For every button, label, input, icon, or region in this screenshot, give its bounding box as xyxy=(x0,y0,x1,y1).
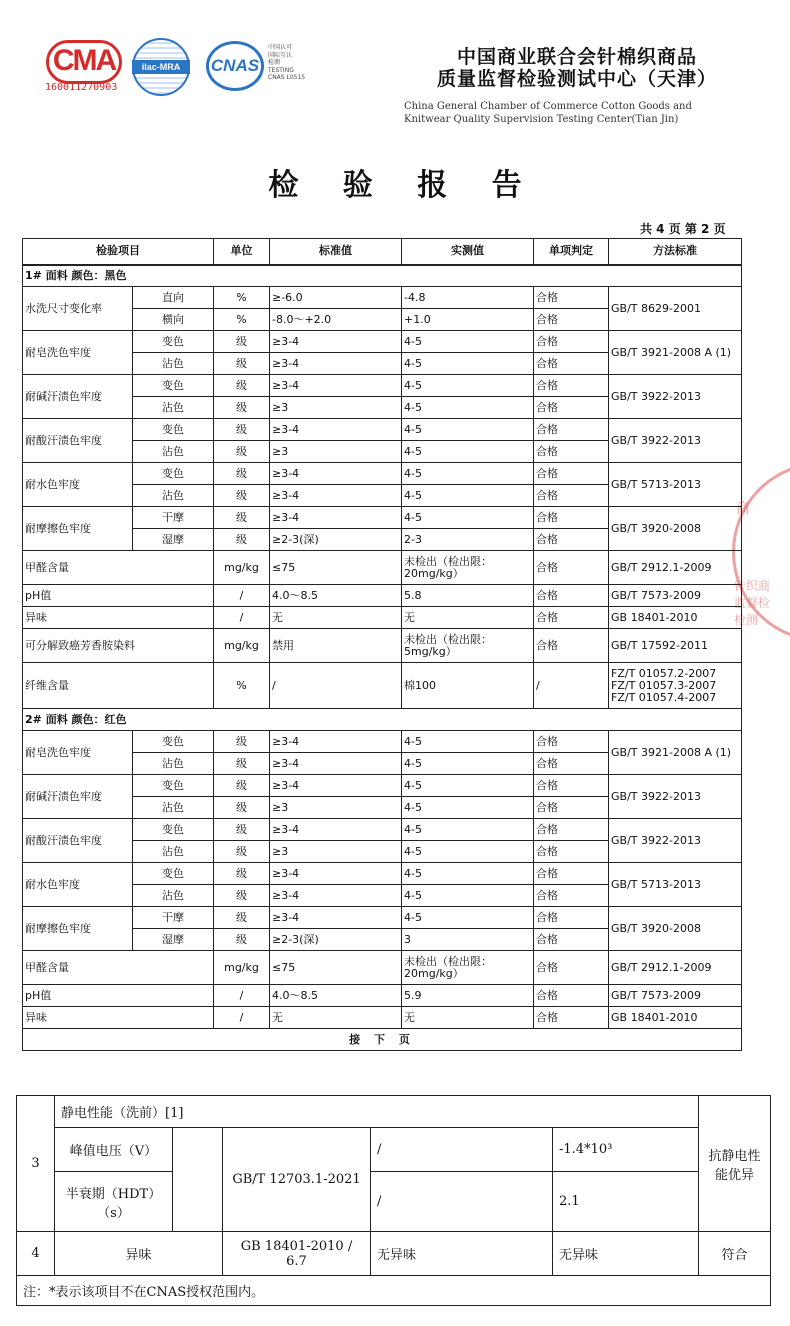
row3-blank xyxy=(173,1128,223,1232)
organization-name-cn xyxy=(424,46,730,90)
unit: 级 xyxy=(214,353,270,375)
standard-value: / xyxy=(270,663,402,709)
stamp-text-2: 针织商 监督检 检测 xyxy=(734,579,771,627)
measured-value: 4-5 xyxy=(402,885,534,907)
footnote: 注：*表示该项目不在CNAS授权范围内。 xyxy=(17,1276,771,1306)
test-item: 可分解致癌芳香胺染料 xyxy=(23,629,214,663)
standard-value: ≥3-4 xyxy=(270,731,402,753)
judgement: 合格 xyxy=(534,607,609,629)
test-item: 耐碱汗渍色牢度 xyxy=(23,775,133,819)
sub-item: 变色 xyxy=(133,819,214,841)
measured-value: -4.8 xyxy=(402,287,534,309)
ilac-mra-logo xyxy=(132,38,190,96)
judgement: 合格 xyxy=(534,819,609,841)
unit: 级 xyxy=(214,463,270,485)
sub-item: 湿摩 xyxy=(133,529,214,551)
judgement: 合格 xyxy=(534,985,609,1007)
measured-value: 4-5 xyxy=(402,507,534,529)
org-cn-line2: 质量监督检验测试中心（天津） xyxy=(436,68,717,90)
table-row xyxy=(23,607,742,629)
standard-value: ≥3 xyxy=(270,397,402,419)
standard-value: ≥3-4 xyxy=(270,885,402,907)
unit: 级 xyxy=(214,507,270,529)
table-row xyxy=(23,629,742,663)
standard-value: 禁用 xyxy=(270,629,402,663)
sub-item: 沾色 xyxy=(133,797,214,819)
standard-value: ≥3-4 xyxy=(270,753,402,775)
standard-value: 无 xyxy=(270,1007,402,1029)
row4-judge: 符合 xyxy=(699,1232,771,1276)
unit: 级 xyxy=(214,753,270,775)
measured-value: 2-3 xyxy=(402,529,534,551)
unit: mg/kg xyxy=(214,951,270,985)
standard-value: ≥3-4 xyxy=(270,463,402,485)
measured-value: 未检出（检出限：20mg/kg） xyxy=(402,951,534,985)
method-standard: GB/T 3920-2008 xyxy=(609,507,742,551)
standard-value: ≥2-3(深) xyxy=(270,529,402,551)
standard-value: ≥3 xyxy=(270,797,402,819)
unit: 级 xyxy=(214,331,270,353)
sub-item: 变色 xyxy=(133,331,214,353)
judgement: 合格 xyxy=(534,1007,609,1029)
table-row xyxy=(23,331,742,353)
test-item: 耐水色牢度 xyxy=(23,463,133,507)
measured-value: 4-5 xyxy=(402,331,534,353)
unit: / xyxy=(214,1007,270,1029)
sub-item: 沾色 xyxy=(133,753,214,775)
test-item: 纤维含量 xyxy=(23,663,214,709)
measured-value: 4-5 xyxy=(402,375,534,397)
judgement: 合格 xyxy=(534,885,609,907)
standard-value: ≥3-4 xyxy=(270,419,402,441)
judgement: 合格 xyxy=(534,775,609,797)
test-item: 耐皂洗色牢度 xyxy=(23,331,133,375)
judgement: 合格 xyxy=(534,951,609,985)
method-standard: GB/T 3920-2008 xyxy=(609,907,742,951)
sub-item: 变色 xyxy=(133,375,214,397)
judgement: 合格 xyxy=(534,585,609,607)
judgement: 合格 xyxy=(534,797,609,819)
unit: 级 xyxy=(214,441,270,463)
standard-value: ≥3-4 xyxy=(270,819,402,841)
table-row xyxy=(23,863,742,885)
row4-method: GB 18401-2010 / 6.7 xyxy=(223,1232,371,1276)
row4-number: 4 xyxy=(17,1232,55,1276)
measured-value: 棉100 xyxy=(402,663,534,709)
table-row xyxy=(23,731,742,753)
test-item: 耐水色牢度 xyxy=(23,863,133,907)
row4-std: 无异味 xyxy=(371,1232,553,1276)
unit: 级 xyxy=(214,841,270,863)
judgement: 合格 xyxy=(534,419,609,441)
cma-code: 160011270903 xyxy=(45,82,118,93)
measured-value: 4-5 xyxy=(402,731,534,753)
table-row xyxy=(23,419,742,441)
measured-value: 4-5 xyxy=(402,463,534,485)
row3-method: GB/T 12703.1-2021 xyxy=(223,1128,371,1232)
test-item: 异味 xyxy=(23,607,214,629)
unit: 级 xyxy=(214,397,270,419)
test-item: 甲醛含量 xyxy=(23,951,214,985)
sub-item: 变色 xyxy=(133,775,214,797)
cnas-text: 中国认可 国际互认 检测 TESTING CNAS L0515 xyxy=(268,44,306,81)
method-standard: FZ/T 01057.2-2007 FZ/T 01057.3-2007 FZ/T 01057.4-2007 xyxy=(609,663,742,709)
table-row xyxy=(23,375,742,397)
row3-peak-meas: -1.4*10³ xyxy=(553,1128,699,1172)
judgement: 合格 xyxy=(534,907,609,929)
measured-value: +1.0 xyxy=(402,309,534,331)
sub-item: 沾色 xyxy=(133,485,214,507)
standard-value: ≥2-3(深) xyxy=(270,929,402,951)
standard-value: 无 xyxy=(270,607,402,629)
method-standard: GB/T 3921-2008 A (1) xyxy=(609,331,742,375)
measured-value: 5.9 xyxy=(402,985,534,1007)
sub-item: 直向 xyxy=(133,287,214,309)
judgement: 合格 xyxy=(534,629,609,663)
unit: mg/kg xyxy=(214,551,270,585)
standard-value: ≥3-4 xyxy=(270,507,402,529)
table-row xyxy=(23,775,742,797)
cma-logo: CMA xyxy=(46,40,122,84)
row3-judge: 抗静电性能优异 xyxy=(699,1096,771,1232)
measured-value: 4-5 xyxy=(402,797,534,819)
continued-row xyxy=(23,1029,742,1051)
sub-item: 横向 xyxy=(133,309,214,331)
standard-value: ≥3-4 xyxy=(270,331,402,353)
measured-value: 未检出（检出限：20mg/kg） xyxy=(402,551,534,585)
judgement: 合格 xyxy=(534,353,609,375)
judgement: 合格 xyxy=(534,929,609,951)
cnas-logo: CNAS xyxy=(206,41,264,91)
judgement: 合格 xyxy=(534,551,609,585)
continued-next-page: 接 下 页 xyxy=(23,1029,742,1051)
method-standard: GB 18401-2010 xyxy=(609,607,742,629)
report-header xyxy=(0,0,790,215)
table-row xyxy=(23,663,742,709)
sub-item: 变色 xyxy=(133,419,214,441)
measured-value: 4-5 xyxy=(402,907,534,929)
method-standard: GB/T 3922-2013 xyxy=(609,375,742,419)
sub-item: 变色 xyxy=(133,463,214,485)
judgement: 合格 xyxy=(534,507,609,529)
table-row xyxy=(23,819,742,841)
judgement: 合格 xyxy=(534,287,609,309)
stamp-text-1: 商 xyxy=(736,501,750,517)
row3-half-label: 半衰期（HDT） （s） xyxy=(55,1172,173,1232)
org-en-line1: China General Chamber of Commerce Cotton Goods and xyxy=(404,101,692,112)
method-standard: GB/T 5713-2013 xyxy=(609,863,742,907)
supplementary-table xyxy=(16,1095,771,1306)
measured-value: 未检出（检出限：5mg/kg） xyxy=(402,629,534,663)
table-row xyxy=(23,287,742,309)
judgement: 合格 xyxy=(534,529,609,551)
measured-value: 5.8 xyxy=(402,585,534,607)
unit: 级 xyxy=(214,885,270,907)
test-item: pH值 xyxy=(23,985,214,1007)
row3-title: 静电性能（洗前）[1] xyxy=(55,1096,699,1128)
row3-number: 3 xyxy=(17,1096,55,1232)
table-row xyxy=(23,585,742,607)
measured-value: 4-5 xyxy=(402,353,534,375)
org-en-line2: Knitwear Quality Supervision Testing Center(Tian Jin) xyxy=(404,114,679,125)
unit: 级 xyxy=(214,375,270,397)
row3-peak-label: 峰值电压（V） xyxy=(55,1128,173,1172)
report-title: 检 验 报 告 xyxy=(268,168,522,203)
sub-item: 沾色 xyxy=(133,885,214,907)
unit: 级 xyxy=(214,775,270,797)
standard-value: ≥-6.0 xyxy=(270,287,402,309)
method-standard: GB/T 3922-2013 xyxy=(609,819,742,863)
measured-value: 4-5 xyxy=(402,863,534,885)
page-info: 共 4 页 第 2 页 xyxy=(640,222,726,236)
judgement: 合格 xyxy=(534,863,609,885)
standard-value: ≥3 xyxy=(270,441,402,463)
unit: 级 xyxy=(214,485,270,507)
standard-value: -8.0～+2.0 xyxy=(270,309,402,331)
method-standard: GB/T 3922-2013 xyxy=(609,419,742,463)
row4-item: 异味 xyxy=(55,1232,223,1276)
unit: 级 xyxy=(214,819,270,841)
standard-value: ≥3-4 xyxy=(270,353,402,375)
sub-item: 变色 xyxy=(133,863,214,885)
unit: % xyxy=(214,663,270,709)
test-item: 耐酸汗渍色牢度 xyxy=(23,819,133,863)
measured-value: 4-5 xyxy=(402,841,534,863)
table-row xyxy=(23,985,742,1007)
sub-item: 沾色 xyxy=(133,397,214,419)
unit: 级 xyxy=(214,929,270,951)
test-item: pH值 xyxy=(23,585,214,607)
method-standard: GB 18401-2010 xyxy=(609,1007,742,1029)
test-item: 耐摩擦色牢度 xyxy=(23,507,133,551)
header-measured: 实测值 xyxy=(402,239,534,265)
judgement: 合格 xyxy=(534,463,609,485)
unit: % xyxy=(214,309,270,331)
method-standard: GB/T 3922-2013 xyxy=(609,775,742,819)
method-standard: GB/T 2912.1-2009 xyxy=(609,551,742,585)
row3-half-std: / xyxy=(371,1172,553,1232)
header-method: 方法标准 xyxy=(609,239,742,265)
row3-peak-std: / xyxy=(371,1128,553,1172)
judgement: 合格 xyxy=(534,485,609,507)
sub-item: 沾色 xyxy=(133,353,214,375)
measured-value: 无 xyxy=(402,1007,534,1029)
unit: 级 xyxy=(214,731,270,753)
test-item: 异味 xyxy=(23,1007,214,1029)
header-judgement: 单项判定 xyxy=(534,239,609,265)
table-row xyxy=(23,507,742,529)
judgement: 合格 xyxy=(534,309,609,331)
header-unit: 单位 xyxy=(214,239,270,265)
standard-value: 4.0～8.5 xyxy=(270,985,402,1007)
judgement: 合格 xyxy=(534,731,609,753)
sub-item: 沾色 xyxy=(133,441,214,463)
table-row xyxy=(23,907,742,929)
test-item: 水洗尺寸变化率 xyxy=(23,287,133,331)
standard-value: ≥3-4 xyxy=(270,907,402,929)
row3-half-meas: 2.1 xyxy=(553,1172,699,1232)
measured-value: 4-5 xyxy=(402,775,534,797)
judgement: 合格 xyxy=(534,841,609,863)
sub-item: 沾色 xyxy=(133,841,214,863)
sub-item: 干摩 xyxy=(133,907,214,929)
sub-item: 干摩 xyxy=(133,507,214,529)
unit: / xyxy=(214,585,270,607)
judgement: 合格 xyxy=(534,397,609,419)
unit: / xyxy=(214,985,270,1007)
measured-value: 4-5 xyxy=(402,397,534,419)
ilac-mra-label: ilac-MRA xyxy=(132,60,190,74)
unit: 级 xyxy=(214,529,270,551)
standard-value: ≥3 xyxy=(270,841,402,863)
unit: mg/kg xyxy=(214,629,270,663)
standard-value: ≥3-4 xyxy=(270,375,402,397)
method-standard: GB/T 7573-2009 xyxy=(609,585,742,607)
method-standard: GB/T 17592-2011 xyxy=(609,629,742,663)
method-standard: GB/T 7573-2009 xyxy=(609,985,742,1007)
table-row xyxy=(23,551,742,585)
judgement: 合格 xyxy=(534,753,609,775)
standard-value: ≥3-4 xyxy=(270,775,402,797)
measured-value: 4-5 xyxy=(402,819,534,841)
test-item: 耐摩擦色牢度 xyxy=(23,907,133,951)
judgement: 合格 xyxy=(534,441,609,463)
section-row xyxy=(23,265,742,287)
table-row xyxy=(23,951,742,985)
measured-value: 3 xyxy=(402,929,534,951)
measured-value: 4-5 xyxy=(402,485,534,507)
method-standard: GB/T 2912.1-2009 xyxy=(609,951,742,985)
test-item: 甲醛含量 xyxy=(23,551,214,585)
unit: 级 xyxy=(214,907,270,929)
table-row xyxy=(23,463,742,485)
header-standard: 标准值 xyxy=(270,239,402,265)
standard-value: ≤75 xyxy=(270,951,402,985)
standard-value: 4.0～8.5 xyxy=(270,585,402,607)
section-title: 2# 面料 颜色：红色 xyxy=(23,709,742,731)
sub-item: 变色 xyxy=(133,731,214,753)
method-standard: GB/T 3921-2008 A (1) xyxy=(609,731,742,775)
sub-item: 湿摩 xyxy=(133,929,214,951)
row4-meas: 无异味 xyxy=(553,1232,699,1276)
judgement: 合格 xyxy=(534,375,609,397)
standard-value: ≥3-4 xyxy=(270,485,402,507)
header-item: 检验项目 xyxy=(23,239,214,265)
table-row xyxy=(23,1007,742,1029)
test-item: 耐碱汗渍色牢度 xyxy=(23,375,133,419)
section-title: 1# 面料 颜色：黑色 xyxy=(23,265,742,287)
test-item: 耐酸汗渍色牢度 xyxy=(23,419,133,463)
measured-value: 4-5 xyxy=(402,441,534,463)
org-cn-line1: 中国商业联合会针棉织商品 xyxy=(456,46,697,68)
judgement: 合格 xyxy=(534,331,609,353)
measured-value: 4-5 xyxy=(402,419,534,441)
table-header-row xyxy=(23,239,742,265)
standard-value: ≤75 xyxy=(270,551,402,585)
method-standard: GB/T 8629-2001 xyxy=(609,287,742,331)
measured-value: 无 xyxy=(402,607,534,629)
unit: 级 xyxy=(214,419,270,441)
test-results-table xyxy=(22,238,742,1051)
organization-name-en xyxy=(404,100,724,126)
unit: / xyxy=(214,607,270,629)
judgement: / xyxy=(534,663,609,709)
method-standard: GB/T 5713-2013 xyxy=(609,463,742,507)
section-row xyxy=(23,709,742,731)
test-item: 耐皂洗色牢度 xyxy=(23,731,133,775)
unit: 级 xyxy=(214,797,270,819)
standard-value: ≥3-4 xyxy=(270,863,402,885)
unit: % xyxy=(214,287,270,309)
unit: 级 xyxy=(214,863,270,885)
measured-value: 4-5 xyxy=(402,753,534,775)
